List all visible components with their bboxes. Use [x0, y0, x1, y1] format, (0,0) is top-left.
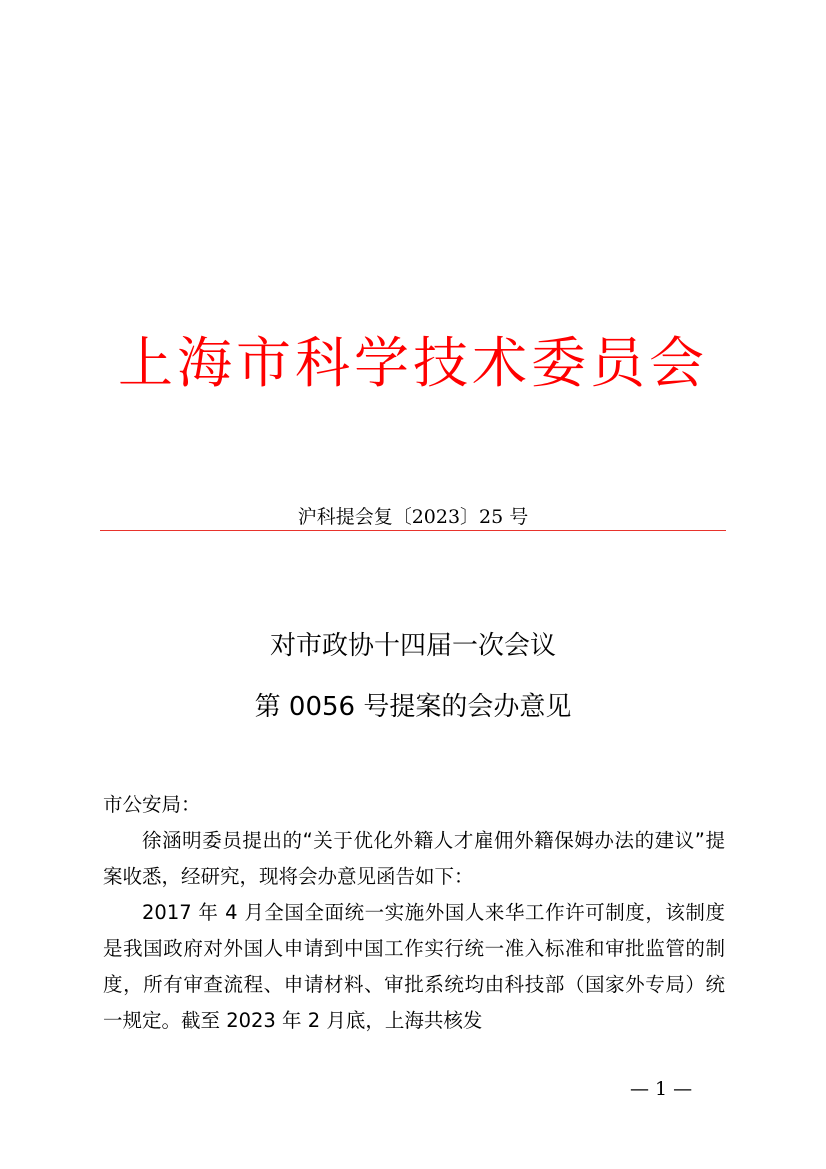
page-number: — 1 —: [630, 1078, 693, 1100]
body-paragraph-2: 2017 年 4 月全国全面统一实施外国人来华工作许可制度，该制度是我国政府对外国人申请到中国工作实行统一准入标准和审批监管的制度，所有审查流程、申请材料、审批系统均由科技部（国家外专局）统一规定。截至 2023 年 2 月底，上海共核发: [103, 901, 725, 1032]
document-heading-line-2: 第 0056 号提案的会办意见: [254, 692, 572, 722]
body-paragraph-1: 徐涵明委员提出的“关于优化外籍人才雇佣外籍保姆办法的建议”提案收悉，经研究，现将会办意见函告如下：: [103, 829, 725, 888]
letterhead-red-rule: [100, 530, 726, 531]
document-number: 沪科提会复〔2023〕25 号: [297, 506, 529, 528]
document-body: [103, 787, 725, 1039]
document-heading-line-1: 对市政协十四届一次会议: [269, 631, 556, 661]
letterhead-organization-title: 上海市科学技术委员会: [117, 331, 708, 395]
salutation: 市公安局：: [103, 793, 201, 816]
